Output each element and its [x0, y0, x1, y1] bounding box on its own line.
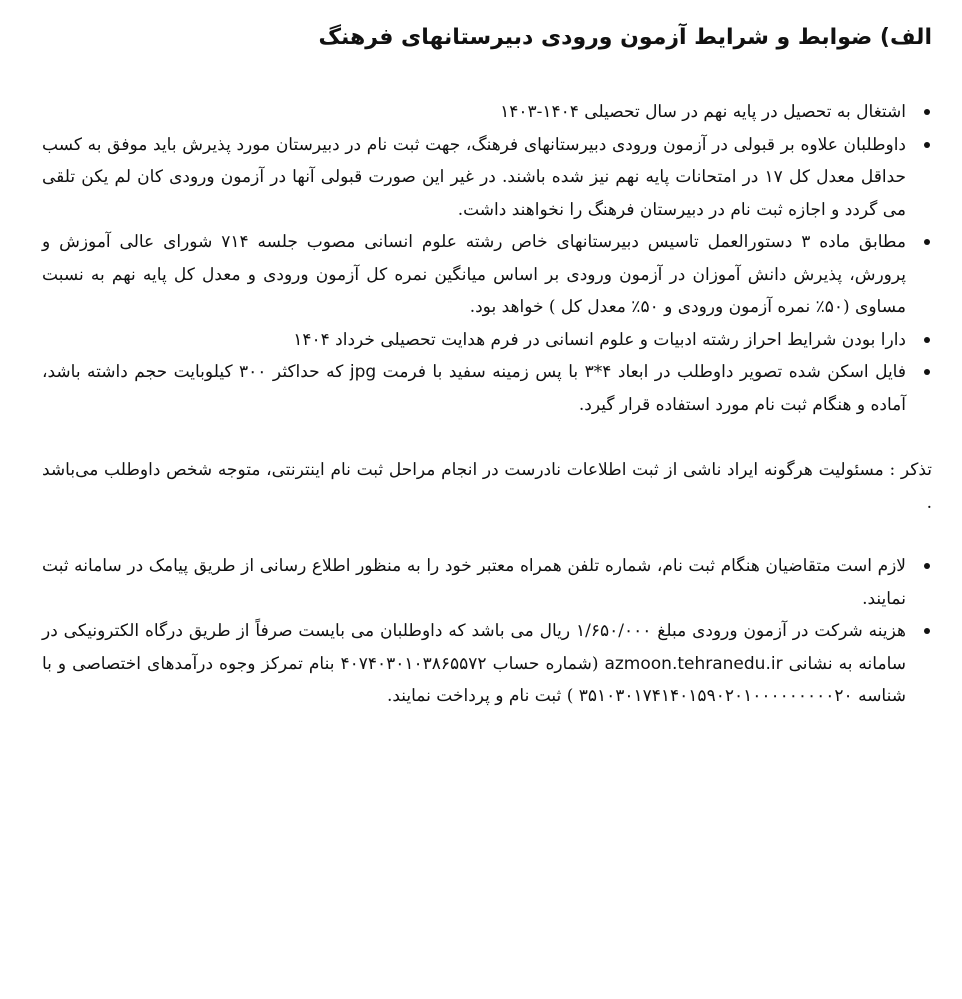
list-item-admission-formula: مطابق ماده ۳ دستورالعمل تاسیس دبیرستانهای خاص رشته علوم انسانی مصوب جلسه ۷۱۴ شورای عالی آموزش و پرورش، پذیرش دانش آموزان در آزمون ورودی بر اساس میانگین نمره کل آزمون ورودی و معدل کل پایه نهم به نسبت مساوی (۵۰٪ نمره آزمون ورودی و ۵۰٪ معدل کل ) خواهد بود. — [42, 226, 932, 324]
spacer — [42, 421, 932, 454]
photo-file-text-after: که حداکثر ۳۰۰ کیلوبایت حجم داشته باشد، آماده و هنگام ثبت نام مورد استفاده قرار گیرد. — [42, 362, 906, 415]
registration-list — [42, 550, 932, 713]
responsibility-note: تذکر : مسئولیت هرگونه ایراد ناشی از ثبت اطلاعات نادرست در انجام مراحل ثبت نام اینترنتی، متوجه شخص داوطلب می‌باشد . — [42, 460, 932, 513]
document-title: الف) ضوابط و شرایط آزمون ورودی دبیرستانهای فرهنگ — [318, 25, 932, 50]
list-item-exam-fee — [42, 615, 932, 713]
website-link[interactable]: azmoon.tehranedu.ir — [604, 653, 783, 674]
file-format: jpg — [349, 362, 377, 382]
spacer — [42, 519, 932, 550]
list-item-minimum-gpa: داوطلبان علاوه بر قبولی در آزمون ورودی دبیرستانهای فرهنگ، جهت ثبت نام در دبیرستان مورد پذیرش باید موفق به کسب حداقل معدل کل ۱۷ در امتحانات پایه نهم نیز شده باشند. در غیر این صورت قبولی آنها در آزمون ورودی کان لم یکن تلقی می گردد و اجازه ثبت نام در دبیرستان فرهنگ را نخواهند داشت. — [42, 129, 932, 227]
list-item-photo-file — [42, 356, 932, 421]
list-item-enrollment: اشتغال به تحصیل در پایه نهم در سال تحصیلی ۱۴۰۴-۱۴۰۳ — [42, 96, 932, 129]
conditions-list — [42, 96, 932, 421]
exam-fee-text-before: هزینه شرکت در آزمون ورودی مبلغ ۱/۶۵۰/۰۰۰ ریال می باشد که داوطلبان می بایست صرفاً از طریق درگاه الکترونیکی در سامانه به نشانی — [42, 621, 907, 674]
list-item-field-eligibility: دارا بودن شرایط احراز رشته ادبیات و علوم انسانی در فرم هدایت تحصیلی خرداد ۱۴۰۴ — [42, 324, 932, 357]
photo-file-text-before: فایل اسکن شده تصویر داوطلب در ابعاد ۴*۳ با پس زمینه سفید با فرمت — [376, 362, 906, 382]
exam-fee-text-after: (شماره حساب ۴۰۷۴۰۳۰۱۰۳۸۶۵۵۷۲ بنام تمرکز وجوه درآمدهای اختصاصی و با شناسه ۳۵۱۰۳۰۱۷۴۱۴۰۱۵۹۰۲۰۱۰۰۰۰۰۰۰۰۰۲۰ ) ثبت نام و پرداخت نمایند. — [42, 653, 906, 706]
list-item-phone-number: لازم است متقاضیان هنگام ثبت نام، شماره تلفن همراه معتبر خود را به منظور اطلاع رسانی از طریق پیامک در سامانه ثبت نمایند. — [42, 550, 932, 615]
